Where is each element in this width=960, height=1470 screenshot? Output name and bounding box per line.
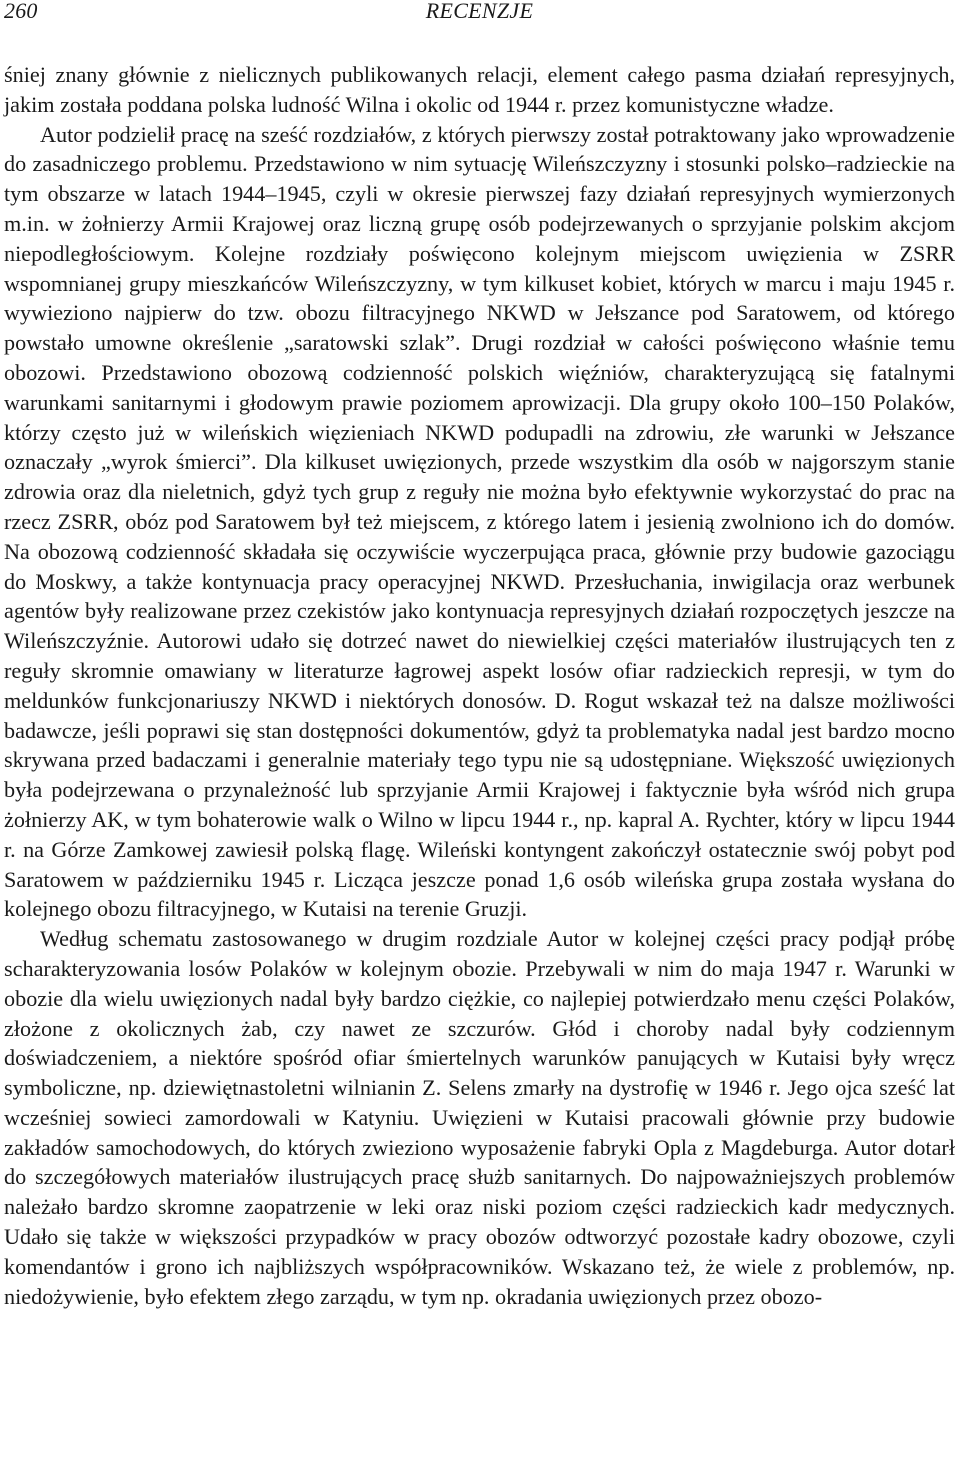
document-page	[4, 0, 955, 1470]
body-text	[4, 60, 955, 1311]
page-header	[4, 0, 955, 36]
paragraph-kutaisi-camp: Według schematu zastosowanego w drugim rozdziale Autor w kolejnej części pracy podjął próbę scharakteryzowania losów Polaków w kolejnym obozie. Przebywali w nim do maja 1947 r. Warunki w obozie dla wielu uwięzionych nadal były bardzo ciężkie, co najlepiej potwierdzało menu części Polaków, złożone z okolicznych żab, czy nawet ze szczurów. Głód i choroby nadal były codziennym doświadczeniem, a niektóre spośród ofiar śmiertelnych warunków panujących w Kutaisi były wręcz symboliczne, np. dziewiętnastoletni wilnianin Z. Selens zmarły na dystrofię w 1946 r. Jego ojca sześć lat wcześniej sowieci zamordowali w Katyniu. Uwięzieni w Kutaisi pracowali głównie przy budowie zakładów samochodowych, do których zwieziono wyposażenie fabryki Opla z Magdeburga. Autor dotarł do szczegółowych materiałów ilustrujących pracę służb sanitarnych. Do najpoważniejszych problemów należało bardzo skromne zaopatrzenie w leki oraz niski poziom części radzieckich kadr medycznych. Udało się także w większości przypadków w pracy obozów odtworzyć pozostałe kadry obozowe, czyli komendantów i grono ich najbliższych współpracowników. Wskazano też, że wiele z problemów, np. niedożywienie, było efektem złego zarządu, w tym np. okradania uwięzionych przez obozo-	[4, 926, 955, 1309]
paragraph-continuation: śniej znany głównie z nielicznych publikowanych relacji, element całego pasma działań represyjnych, jakim została poddana polska ludność Wilna i okolic od 1944 r. przez komunistyczne władze.	[4, 62, 955, 117]
page-number: 260	[4, 0, 38, 23]
running-head: RECENZJE	[425, 0, 534, 23]
paragraph-chapters-overview: Autor podzielił pracę na sześć rozdziałów, z których pierwszy został potraktowany jako wprowadzenie do zasadniczego problemu. Przedstawiono w nim sytuację Wileńszczyzny i stosunki polsko–radzieckie na tym obszarze w latach 1944–1945, czyli w okresie pierwszej fazy działań represyjnych wymierzonych m.in. w żołnierzy Armii Krajowej oraz liczną grupę osób podejrzewanych o sprzyjanie polskim akcjom niepodległościowym. Kolejne rozdziały poświęcono kolejnym miejscom uwięzienia w ZSRR wspomnianej grupy mieszkańców Wileńszczyzny, w tym kilkuset kobiet, których w marcu i maju 1945 r. wywieziono najpierw do tzw. obozu filtracyjnego NKWD w Jełszance pod Saratowem, od którego powstało umowne określenie „saratowski szlak”. Drugi rozdział w całości poświęcono właśnie temu obozowi. Przedstawiono obozową codzienność polskich więźniów, charakteryzującą się fatalnymi warunkami sanitarnymi i głodowym prawie poziomem aprowizacji. Dla grupy około 100–150 Polaków, którzy często już w wileńskich więzieniach NKWD podupadli na zdrowiu, złe warunki w Jełszance oznaczały „wyrok śmierci”. Dla kilkuset uwięzionych, przede wszystkim dla osób w najgorszym stanie zdrowia oraz dla nieletnich, gdyż tych grup z reguły nie można było efektywnie wykorzystać do prac na rzecz ZSRR, obóz pod Saratowem był też miejscem, z którego latem i jesienią zwolniono ich do domów. Na obozową codzienność składała się oczywiście wyczerpująca praca, głównie przy budowie gazociągu do Moskwy, a także kontynuacja pracy operacyjnej NKWD. Przesłuchania, inwigilacja oraz werbunek agentów były realizowane przez czekistów jako kontynuacja represyjnych działań rozpoczętych jeszcze na Wileńszczyźnie. Autorowi udało się dotrzeć nawet do niewielkiej części materiałów ilustrujących ten z reguły skromnie omawiany w literaturze łagrowej aspekt losów ofiar radzieckich represji, w tym do meldunków funkcjonariuszy NKWD i niektórych donosów. D. Rogut wskazał też na dalsze możliwości badawcze, jeśli poprawi się stan dostępności dokumentów, gdyż ta problematyka nadal jest bardzo mocno skrywana przed badaczami i generalnie materiały tego typu nie są udostępniane. Większość uwięzionych była podejrzewana o przynależność lub sprzyjanie Armii Krajowej i faktycznie była wśród nich grupa żołnierzy AK, w tym bohaterowie walk o Wilno w lipcu 1944 r., np. kapral A. Rychter, który w lipcu 1944 r. na Górze Zamkowej zawiesił polską flagę. Wileński kontyngent zakończył ostatecznie swój pobyt pod Saratowem w październiku 1945 r. Licząca jeszcze ponad 1,6 osób wileńska grupa została wysłana do kolejnego obozu filtracyjnego, w Kutaisi na terenie Gruzji.	[4, 121, 955, 922]
